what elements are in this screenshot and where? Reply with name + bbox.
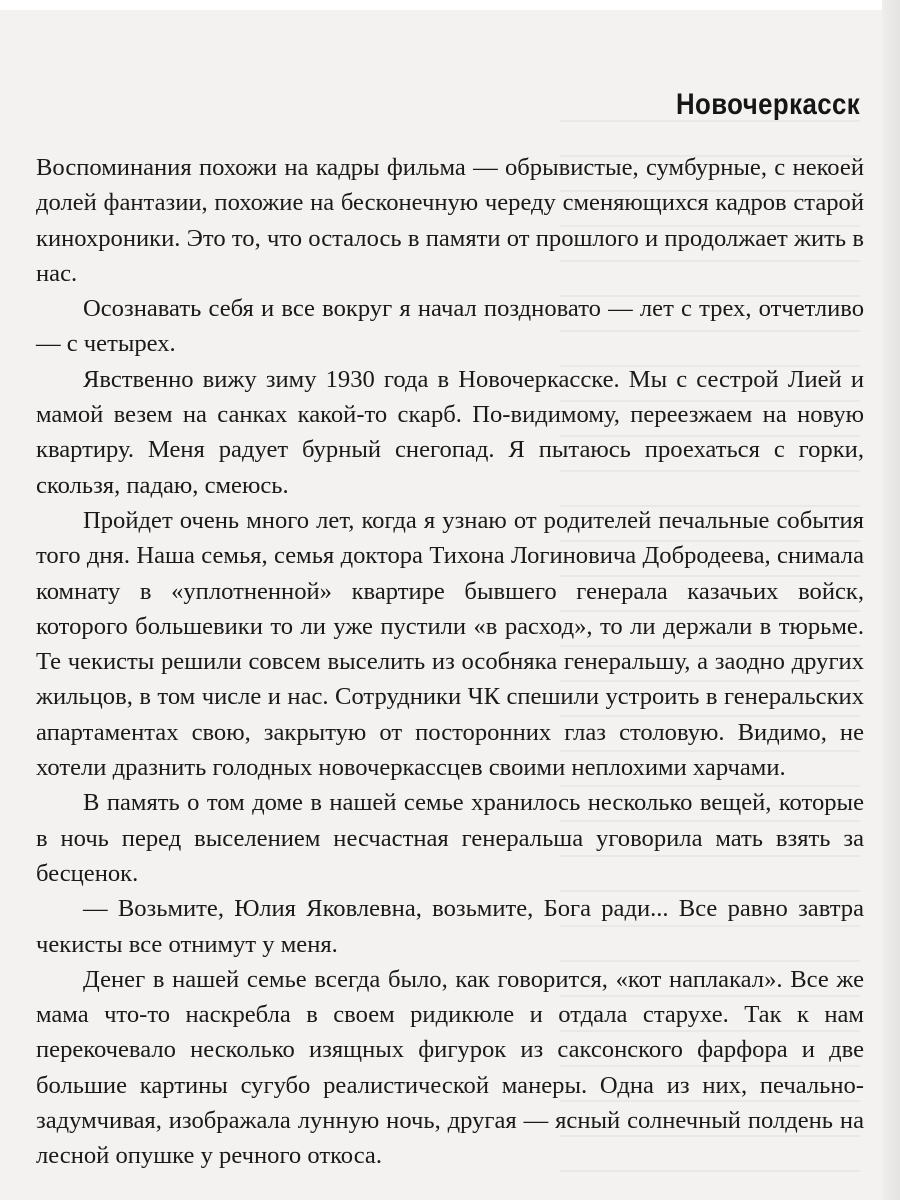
paragraph: Осознавать себя и все вокруг я начал поздновато — лет с трех, отчетливо — с четырех.: [36, 295, 864, 358]
page-edge-shadow: [882, 0, 900, 1200]
body-text: [36, 150, 864, 1174]
paragraph: Денег в нашей семье всегда было, как говорится, «кот наплакал». Все же мама что-то наскребла в своем ридикюле и отдала старухе. Так к нам перекочевало несколько изящных фигурок из саксонского фарфора и две большие картины сугубо реалистической манеры. Одна из них, печально-задумчивая, изображала лунную ночь, другая — ясный солнечный полдень на лесной опушке у речного откоса.: [36, 965, 864, 1170]
scan-border: [0, 0, 900, 10]
paragraph: — Возьмите, Юлия Яковлевна, возьмите, Бога ради... Все равно завтра чекисты все отнимут у меня.: [36, 895, 864, 958]
paragraph: Пройдет очень много лет, когда я узнаю от родителей печальные события того дня. Наша семья, семья доктора Тихона Логиновича Добродеева, снимала комнату в «уплотненной» квартире бывшего генерала казачьих войск, которого большевики то ли уже пустили «в расход», то ли держали в тюрьме. Те чекисты решили совсем выселить из особняка генеральшу, а заодно других жильцов, в том числе и нас. Сотрудники ЧК спешили устроить в генеральских апартаментах свою, закрытую от посторонних глаз столовую. Видимо, не хотели дразнить голодных новочеркассцев своими неплохими харчами.: [36, 506, 864, 782]
chapter-title: Новочеркасск: [675, 88, 860, 121]
paragraph: Явственно вижу зиму 1930 года в Новочеркасске. Мы с сестрой Лией и мамой везем на санках какой-то скарб. По-видимому, переезжаем на новую квартиру. Меня радует бурный снегопад. Я пытаюсь проехаться с горки, скользя, падаю, смеюсь.: [36, 365, 864, 499]
paragraph: В память о том доме в нашей семье хранилось несколько вещей, которые в ночь перед выселением несчастная генеральша уговорила мать взять за бесценок.: [36, 789, 864, 887]
paragraph: Воспоминания похожи на кадры фильма — обрывистые, сумбурные, с некоей долей фантазии, похожие на бесконечную череду сменяющихся кадров старой кинохроники. Это то, что осталось в памяти от прошлого и продолжает жить в нас.: [36, 154, 864, 287]
